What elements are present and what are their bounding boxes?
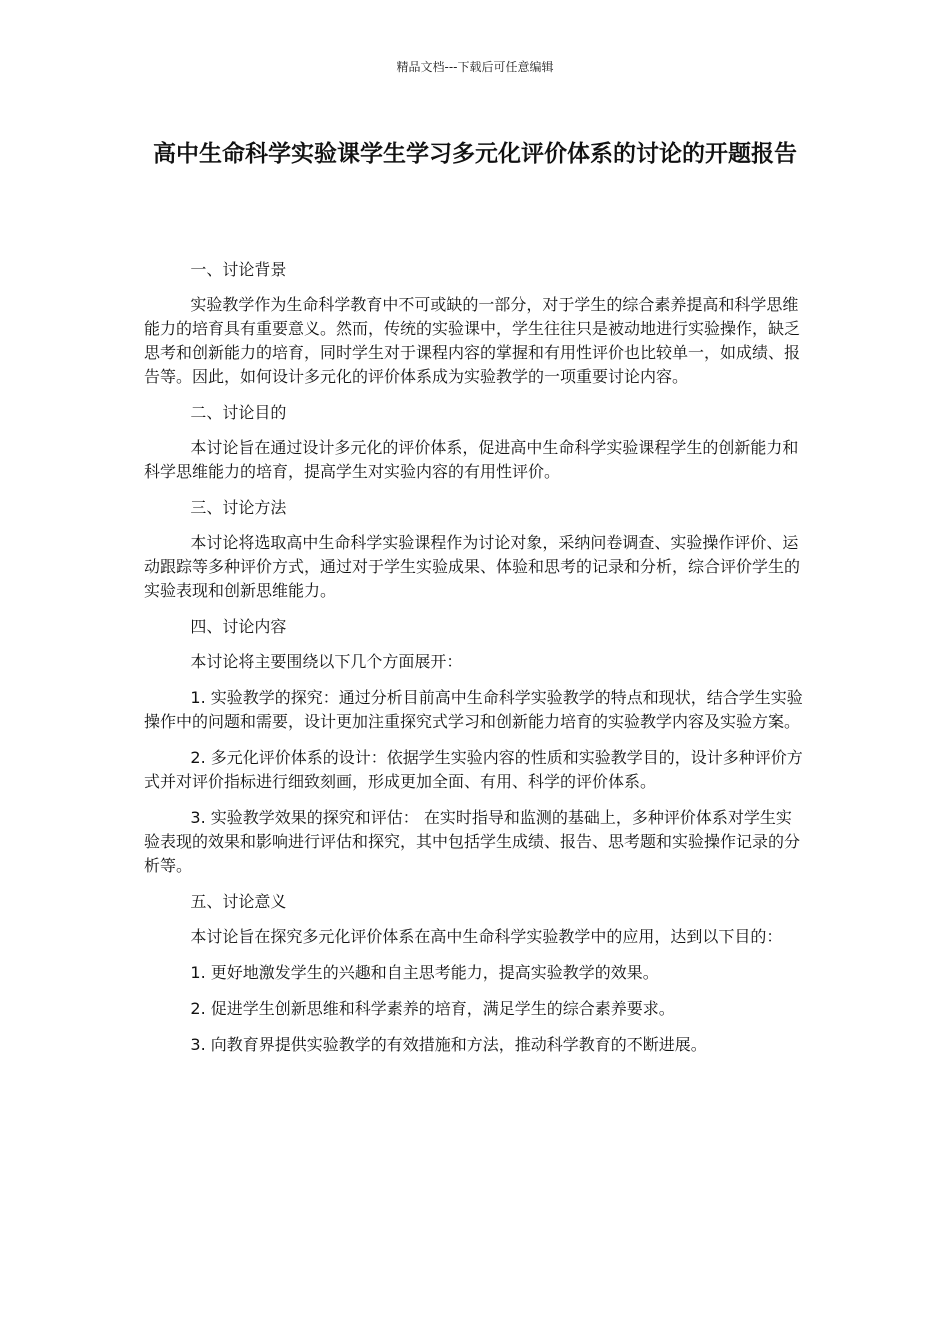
- paragraph: 本讨论将主要围绕以下几个方面展开：: [190, 652, 463, 671]
- list-item: 1. 实验教学的探究：通过分析目前高中生命科学实验教学的特点和现状，结合学生实验操作中的问题和需要，设计更加注重探究式学习和创新能力培育的实验教学内容及实验方案。: [144, 688, 803, 731]
- paragraph: 本讨论旨在通过设计多元化的评价体系，促进高中生命科学实验课程学生的创新能力和科学思维能力的培育，提高学生对实验内容的有用性评价。: [144, 438, 799, 481]
- section-heading: 四、讨论内容: [190, 617, 287, 636]
- paragraph: 实验教学作为生命科学教育中不可或缺的一部分，对于学生的综合素养提高和科学思维能力的培育具有重要意义。然而，传统的实验课中，学生往往只是被动地进行实验操作，缺乏思考和创新能力的培育，同时学生对于课程内容的掌握和有用性评价也比较单一，如成绩、报告等。因此，如何设计多元化的评价体系成为实验教学的一项重要讨论内容。: [144, 295, 801, 386]
- section-heading: 三、讨论方法: [190, 498, 287, 517]
- document-title: 高中生命科学实验课学生学习多元化评价体系的讨论的开题报告: [153, 141, 797, 167]
- paragraph: 本讨论将选取高中生命科学实验课程作为讨论对象，采纳问卷调查、实验操作评价、运动跟踪等多种评价方式，通过对于学生实验成果、体验和思考的记录和分析，综合评价学生的实验表现和创新思维能力。: [144, 533, 801, 600]
- list-item: 1. 更好地激发学生的兴趣和自主思考能力，提高实验教学的效果。: [190, 963, 659, 982]
- section-heading: 二、讨论目的: [190, 403, 287, 422]
- section-heading: 一、讨论背景: [190, 260, 287, 279]
- page-header: 精品文档---下载后可任意编辑: [396, 60, 554, 74]
- list-item: 3. 向教育界提供实验教学的有效措施和方法，推动科学教育的不断进展。: [190, 1035, 707, 1054]
- list-item: 3. 实验教学效果的探究和评估： 在实时指导和监测的基础上，多种评价体系对学生实验表现的效果和影响进行评估和探究，其中包括学生成绩、报告、思考题和实验操作记录的分析等。: [144, 808, 801, 875]
- document-body: [144, 258, 806, 1069]
- paragraph: 本讨论旨在探究多元化评价体系在高中生命科学实验教学中的应用，达到以下目的：: [190, 927, 783, 946]
- list-item: 2. 促进学生创新思维和科学素养的培育，满足学生的综合素养要求。: [190, 999, 675, 1018]
- section-heading: 五、讨论意义: [190, 892, 287, 911]
- list-item: 2. 多元化评价体系的设计：依据学生实验内容的性质和实验教学目的，设计多种评价方式并对评价指标进行细致刻画，形成更加全面、有用、科学的评价体系。: [144, 748, 803, 791]
